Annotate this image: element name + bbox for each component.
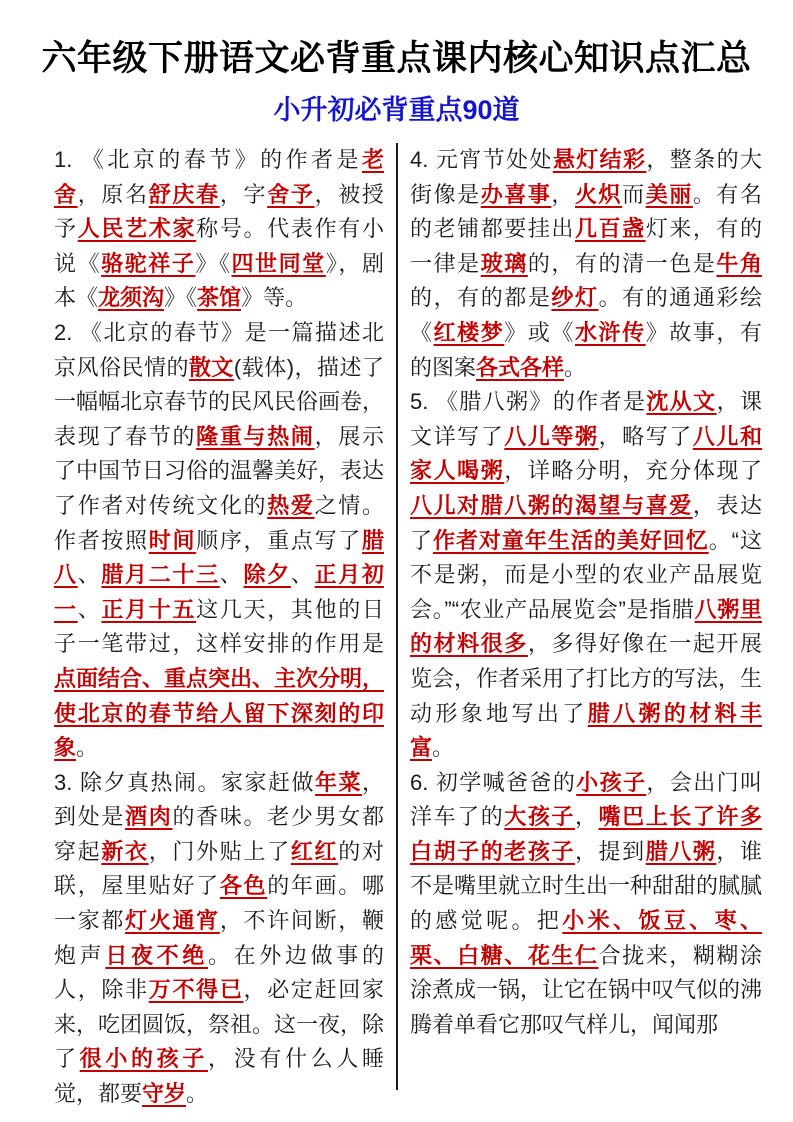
content-area	[0, 143, 793, 1112]
body-text: 的年画。哪一家都	[54, 873, 384, 934]
body-text: 3. 除夕真热闹。家家赶做	[54, 769, 315, 795]
highlight-term: 纱灯	[551, 285, 599, 311]
highlight-term: 各式各样	[476, 354, 565, 380]
body-text: 》或《	[504, 319, 575, 345]
highlight-term: 火炽	[574, 181, 623, 207]
body-text: 。“这不是粥，而是小型的农业产品展览会。”“农业产品展览会”是指腊	[410, 527, 762, 622]
highlight-term: 八儿和家人喝粥	[410, 423, 762, 484]
highlight-term: 大孩子	[504, 804, 575, 830]
highlight-term: 小米、饭豆、枣、栗、白糖、花生仁	[410, 908, 762, 968]
highlight-term: 除夕	[243, 562, 291, 588]
body-text: ，	[574, 804, 599, 830]
highlight-term: 热爱	[267, 492, 315, 518]
body-text: 、	[77, 596, 102, 622]
highlight-term: 新衣	[101, 838, 149, 864]
body-text: 5. 《腊八粥》的作者是	[410, 389, 647, 415]
body-text: 这几天，其他的日子一笔带过，这样安排的作用是	[54, 596, 384, 657]
highlight-term: 年菜	[314, 769, 362, 795]
body-text: 》等。	[241, 285, 308, 311]
highlight-term: 灯火通宵	[125, 908, 220, 934]
highlight-term: 散文	[188, 354, 234, 380]
body-text: 。	[186, 1081, 209, 1107]
body-text: ，字	[219, 181, 268, 207]
highlight-term: 悬灯结彩	[552, 147, 647, 172]
highlight-term: 腊月二十三	[101, 562, 220, 588]
knowledge-item	[410, 385, 762, 766]
body-text: 4. 元宵节处处	[410, 147, 553, 172]
highlight-term: 腊八粥的材料丰富	[410, 700, 762, 761]
body-text: ，必定赶回家来，吃团圆饭，祭祖。这一夜，除了	[54, 977, 385, 1072]
body-text: 6. 初学喊爸爸的	[410, 769, 577, 795]
highlight-term: 八粥里的材料很多	[410, 596, 762, 657]
body-text: 的，有的清一色是	[527, 250, 717, 276]
highlight-term: 正月十五	[101, 596, 197, 622]
highlight-term: 正月初一	[54, 562, 384, 622]
highlight-term: 牛角	[716, 250, 762, 276]
highlight-term: 点面结合、重点突出、主次分明，使北京的春节给人留下深刻的印象	[54, 665, 385, 761]
body-text: 。	[564, 354, 587, 380]
body-text: 顺序，重点写了	[196, 527, 362, 553]
highlight-term: 四世同堂	[231, 250, 326, 276]
body-text: 。有的通通彩绘《	[410, 285, 762, 345]
highlight-term: 舒庆春	[148, 181, 220, 207]
highlight-term: 美丽	[645, 181, 693, 207]
left-column	[54, 143, 384, 1112]
body-text: 的，有的都是	[410, 285, 552, 311]
highlight-term: 各色	[219, 873, 268, 899]
page-title: 六年级下册语文必背重点课内核心知识点汇总	[41, 39, 752, 78]
page-subtitle: 小升初必背重点90道	[273, 95, 520, 125]
body-text: ，多得好像在一起开展览会，作者采用了打比方的写法，生动形象地写出了	[410, 631, 763, 726]
highlight-term: 八儿等粥	[504, 423, 599, 449]
highlight-term: 办喜事	[480, 181, 552, 207]
highlight-term: 沈从文	[646, 389, 717, 415]
body-text: 》《	[164, 285, 198, 311]
highlight-term: 老舍	[54, 147, 384, 207]
body-text: ，整条的大街像是	[410, 147, 762, 207]
body-text: 、	[219, 562, 244, 588]
body-text: ，	[551, 181, 575, 207]
body-text: 2. 《北京的春节》是一篇描述北京风俗民情的	[54, 319, 384, 380]
highlight-term: 红楼梦	[433, 319, 505, 345]
body-text: ，不许间断，鞭炮声	[54, 908, 384, 968]
highlight-term: 腊八粥	[645, 838, 717, 864]
body-text: ，提到	[574, 838, 646, 864]
body-text: 称号。代表作有小说《	[54, 216, 384, 276]
highlight-term: 玻璃	[480, 250, 528, 276]
highlight-term: 龙须沟	[98, 285, 165, 311]
body-text: ，略写了	[598, 423, 693, 449]
body-text: 。在外边做事的人，除非	[54, 942, 384, 1003]
body-text: 。	[76, 735, 99, 761]
column-divider	[396, 143, 398, 1090]
highlight-term: 守岁	[142, 1081, 187, 1107]
body-text: 之情。作者按照	[54, 492, 384, 553]
knowledge-item	[410, 766, 762, 1043]
body-text: ，表达了	[410, 492, 762, 553]
body-text: 合拢来，糊糊涂涂煮成一锅，让它在锅中叹气似的沸腾着单看它那叹气样儿，闻闻那	[410, 942, 763, 1037]
body-text: 》，剧本《	[54, 250, 384, 311]
knowledge-item	[54, 143, 384, 316]
body-text: ，会出门叫洋车了的	[410, 769, 762, 830]
highlight-term: 红红	[290, 838, 339, 864]
highlight-term: 万不得已	[148, 977, 244, 1003]
highlight-term: 骆驼祥子	[101, 250, 196, 276]
highlight-term: 作者对童年生活的美好回忆	[432, 527, 709, 553]
body-text: ，详略分明，充分体现了	[504, 458, 762, 484]
body-text: 、	[290, 562, 315, 588]
highlight-term: 茶馆	[197, 285, 242, 311]
highlight-term: 小孩子	[576, 769, 647, 795]
body-text: 。有名的老铺都要挂出	[410, 181, 762, 242]
body-text: ，课文详写了	[410, 389, 762, 449]
highlight-term: 八儿对腊八粥的渴望与喜爱	[410, 492, 693, 518]
highlight-term: 几百盏	[574, 216, 646, 242]
knowledge-item	[54, 316, 384, 766]
highlight-term: 酒肉	[125, 804, 173, 830]
highlight-term: 嘴巴上长了许多白胡子的老孩子	[410, 804, 762, 864]
knowledge-item	[410, 143, 762, 385]
highlight-term: 腊八	[54, 527, 384, 588]
body-text: 》《	[195, 250, 232, 276]
body-text: ，展示了中国节日习俗的温馨美好，表达了作者对传统文化的	[54, 423, 385, 518]
highlight-term: 舍予	[267, 181, 315, 207]
right-column	[410, 143, 762, 1042]
body-text: 》故事，有的图案	[410, 319, 762, 380]
body-text: 。	[432, 735, 455, 761]
body-text: ，被授予	[54, 181, 384, 242]
body-text: 、	[77, 562, 102, 588]
body-text: ，谁不是嘴里就立时生出一种甜甜的腻腻的感觉呢。把	[410, 838, 763, 934]
body-text: 1. 《北京的春节》的作者是	[54, 147, 362, 172]
highlight-term: 隆重与热闹	[196, 423, 315, 449]
body-text: 而	[622, 181, 646, 207]
body-text: ，到处是	[54, 769, 384, 830]
highlight-term: 时间	[148, 527, 197, 553]
body-text: ，原名	[77, 181, 149, 207]
body-text: ，门外贴上了	[148, 838, 291, 864]
knowledge-item	[54, 766, 384, 1112]
highlight-term: 水浒传	[574, 319, 646, 345]
body-text: ，没有什么人睡觉，都要	[54, 1046, 384, 1107]
highlight-term: 很小的孩子	[79, 1046, 208, 1072]
highlight-term: 人民艺术家	[77, 216, 197, 242]
body-text: 灯来，有的一律是	[410, 216, 762, 276]
body-text: (载体)，描述了一幅幅北京春节的民风民俗画卷，表现了春节的	[54, 354, 385, 449]
body-text: 的香味。老少男女都穿起	[54, 804, 384, 864]
highlight-term: 日夜不绝	[105, 942, 208, 968]
body-text: 的对联，屋里贴好了	[54, 838, 384, 899]
